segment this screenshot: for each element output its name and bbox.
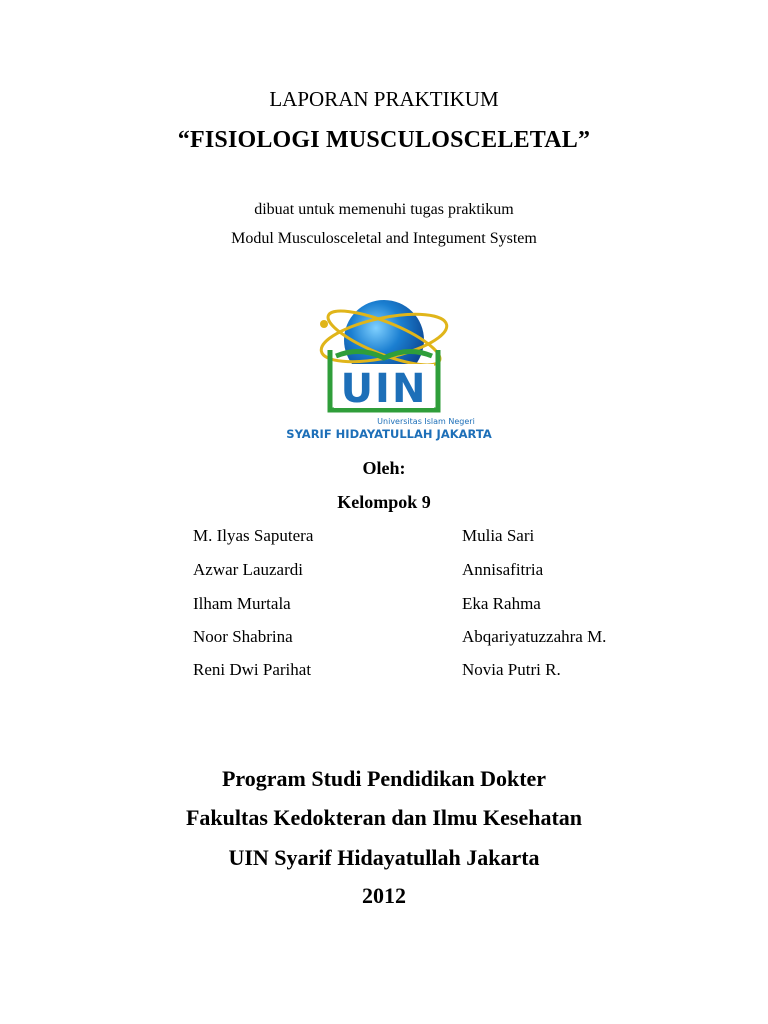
member-name: Noor Shabrina xyxy=(193,627,293,646)
member-name: Eka Rahma xyxy=(462,594,541,613)
faculty-name: Fakultas Kedokteran dan Ilmu Kesehatan xyxy=(185,805,583,830)
year: 2012 xyxy=(362,883,406,908)
member-name: Ilham Murtala xyxy=(193,594,291,613)
member-name: Annisafitria xyxy=(462,560,544,579)
member-name: Abqariyatuzzahra M. xyxy=(462,627,607,646)
member-name: Azwar Lauzardi xyxy=(193,560,303,579)
study-program: Program Studi Pendidikan Dokter xyxy=(221,766,547,791)
report-topic-title: “FISIOLOGI MUSCULOSCELETAL” xyxy=(177,127,591,153)
svg-text:Universitas Islam Negeri: Universitas Islam Negeri xyxy=(377,417,475,426)
uin-logo xyxy=(276,298,502,446)
svg-text:UIN: UIN xyxy=(340,366,428,412)
group-label: Kelompok 9 xyxy=(337,492,431,512)
purpose-subtitle: dibuat untuk memenuhi tugas praktikum xyxy=(254,201,514,218)
member-name: Reni Dwi Parihat xyxy=(193,660,312,679)
report-type-title: LAPORAN PRAKTIKUM xyxy=(269,87,499,111)
member-name: M. Ilyas Saputera xyxy=(193,526,314,545)
university-name: UIN Syarif Hidayatullah Jakarta xyxy=(228,845,540,870)
svg-text:SYARIF HIDAYATULLAH JAKARTA: SYARIF HIDAYATULLAH JAKARTA xyxy=(286,427,492,441)
by-label: Oleh: xyxy=(362,458,406,478)
module-subtitle: Modul Musculosceletal and Integument System xyxy=(231,230,537,247)
member-name: Mulia Sari xyxy=(462,526,535,545)
member-name: Novia Putri R. xyxy=(462,660,561,679)
